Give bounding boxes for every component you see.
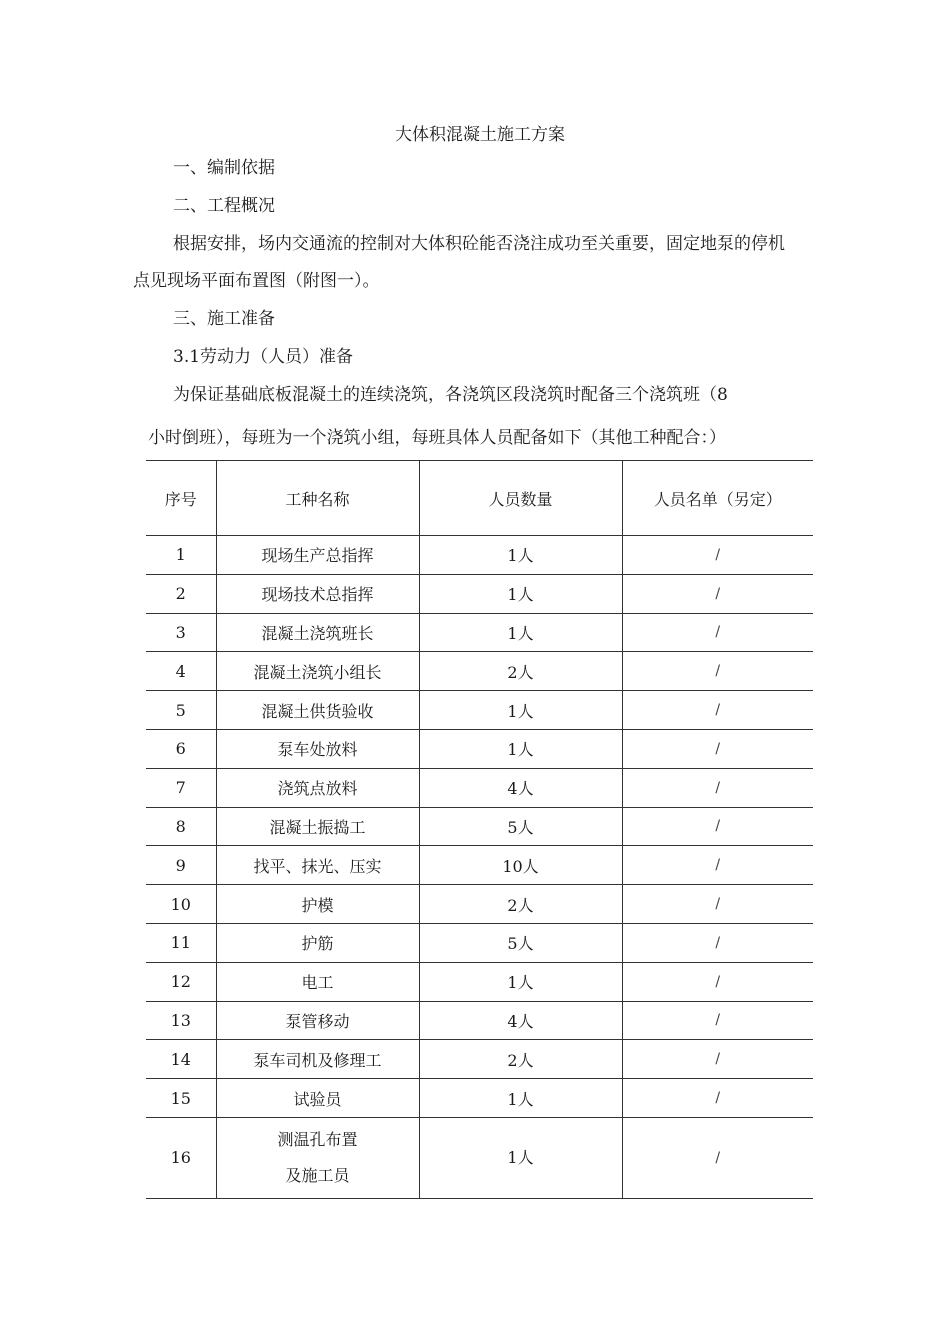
- table-row: [146, 1079, 813, 1118]
- cell-no: 6: [146, 729, 216, 768]
- cell-names: /: [622, 652, 813, 691]
- table-row: [146, 729, 813, 768]
- header-count: 人员数量: [419, 461, 622, 536]
- cell-count: 2人: [419, 652, 622, 691]
- cell-job: 试验员: [216, 1079, 419, 1118]
- cell-no: 15: [146, 1079, 216, 1118]
- cell-no: 7: [146, 768, 216, 807]
- cell-no: 8: [146, 807, 216, 846]
- cell-no: 13: [146, 1001, 216, 1040]
- table-row: [146, 652, 813, 691]
- cell-names: /: [622, 923, 813, 962]
- cell-job: 护筋: [216, 923, 419, 962]
- table-row: [146, 962, 813, 1001]
- cell-count: 5人: [419, 807, 622, 846]
- cell-count: 1人: [419, 536, 622, 575]
- cell-job: 泵车处放料: [216, 729, 419, 768]
- header-names: 人员名单（另定）: [622, 461, 813, 536]
- cell-count: 2人: [419, 1040, 622, 1079]
- cell-no: 4: [146, 652, 216, 691]
- cell-count: 1人: [419, 574, 622, 613]
- cell-job: 混凝土浇筑班长: [216, 613, 419, 652]
- table-row: [146, 1001, 813, 1040]
- staffing-table: [146, 460, 813, 1199]
- table-row: [146, 574, 813, 613]
- cell-count: 1人: [419, 691, 622, 730]
- document-title: 大体积混凝土施工方案: [395, 125, 565, 145]
- cell-job-line-2: 及施工员: [285, 1165, 350, 1185]
- cell-job: 混凝土振捣工: [216, 807, 419, 846]
- cell-names: /: [622, 807, 813, 846]
- cell-count: 2人: [419, 885, 622, 924]
- cell-names: /: [622, 574, 813, 613]
- cell-count: 1人: [419, 1079, 622, 1118]
- cell-job: 护模: [216, 885, 419, 924]
- cell-job: 现场生产总指挥: [216, 536, 419, 575]
- cell-no: 11: [146, 923, 216, 962]
- cell-job: 电工: [216, 962, 419, 1001]
- cell-job: 浇筑点放料: [216, 768, 419, 807]
- cell-names: /: [622, 1079, 813, 1118]
- table-row: [146, 807, 813, 846]
- cell-names: /: [622, 1040, 813, 1079]
- table-row: [146, 768, 813, 807]
- section-heading-2: 二、工程概况: [173, 196, 275, 216]
- cell-count: 1人: [419, 729, 622, 768]
- cell-names: /: [622, 729, 813, 768]
- cell-job: 泵车司机及修理工: [216, 1040, 419, 1079]
- cell-job-line-1: 测温孔布置: [277, 1129, 358, 1149]
- cell-names: /: [622, 768, 813, 807]
- cell-job: 现场技术总指挥: [216, 574, 419, 613]
- table-row: [146, 536, 813, 575]
- cell-count: 1人: [419, 613, 622, 652]
- cell-names: /: [622, 885, 813, 924]
- table-row: [146, 846, 813, 885]
- table-row: [146, 1040, 813, 1079]
- cell-count: 5人: [419, 923, 622, 962]
- table-row: [146, 613, 813, 652]
- cell-names: /: [622, 1001, 813, 1040]
- table-row: [146, 691, 813, 730]
- cell-no: 3: [146, 613, 216, 652]
- cell-job: 泵管移动: [216, 1001, 419, 1040]
- section-heading-1: 一、编制依据: [173, 158, 275, 178]
- cell-no: 14: [146, 1040, 216, 1079]
- header-no: 序号: [146, 461, 216, 536]
- cell-count: 10人: [419, 846, 622, 885]
- cell-job: 混凝土浇筑小组长: [216, 652, 419, 691]
- cell-count: 1人: [419, 1117, 622, 1198]
- cell-names: /: [622, 1117, 813, 1198]
- cell-no: 10: [146, 885, 216, 924]
- cell-names: /: [622, 691, 813, 730]
- cell-job: 混凝土供货验收: [216, 691, 419, 730]
- table-row: [146, 885, 813, 924]
- cell-count: 4人: [419, 1001, 622, 1040]
- table-header-row: [146, 461, 813, 536]
- cell-no: 16: [146, 1117, 216, 1198]
- cell-names: /: [622, 613, 813, 652]
- cell-no: 9: [146, 846, 216, 885]
- cell-no: 5: [146, 691, 216, 730]
- header-job: 工种名称: [216, 461, 419, 536]
- paragraph-1-line-2: 点见现场平面布置图（附图一）。: [133, 271, 380, 291]
- cell-count: 4人: [419, 768, 622, 807]
- cell-job: 找平、抹光、压实: [216, 846, 419, 885]
- paragraph-2-line-1: 为保证基础底板混凝土的连续浇筑，各浇筑区段浇筑时配备三个浇筑班（8: [173, 385, 728, 405]
- table-row: [146, 1117, 813, 1198]
- paragraph-2-line-2: 小时倒班），每班为一个浇筑小组，每班具体人员配备如下（其他工种配合：）: [148, 428, 726, 448]
- cell-no: 2: [146, 574, 216, 613]
- section-heading-3: 三、施工准备: [173, 309, 275, 329]
- cell-names: /: [622, 846, 813, 885]
- cell-no: 1: [146, 536, 216, 575]
- cell-count: 1人: [419, 962, 622, 1001]
- subsection-heading-3-1: 3.1劳动力（人员）准备: [173, 347, 354, 367]
- paragraph-1-line-1: 根据安排，场内交通流的控制对大体积砼能否浇注成功至关重要，固定地泵的停机: [173, 234, 785, 254]
- cell-names: /: [622, 536, 813, 575]
- cell-job: [216, 1117, 419, 1198]
- cell-names: /: [622, 962, 813, 1001]
- table-row: [146, 923, 813, 962]
- cell-no: 12: [146, 962, 216, 1001]
